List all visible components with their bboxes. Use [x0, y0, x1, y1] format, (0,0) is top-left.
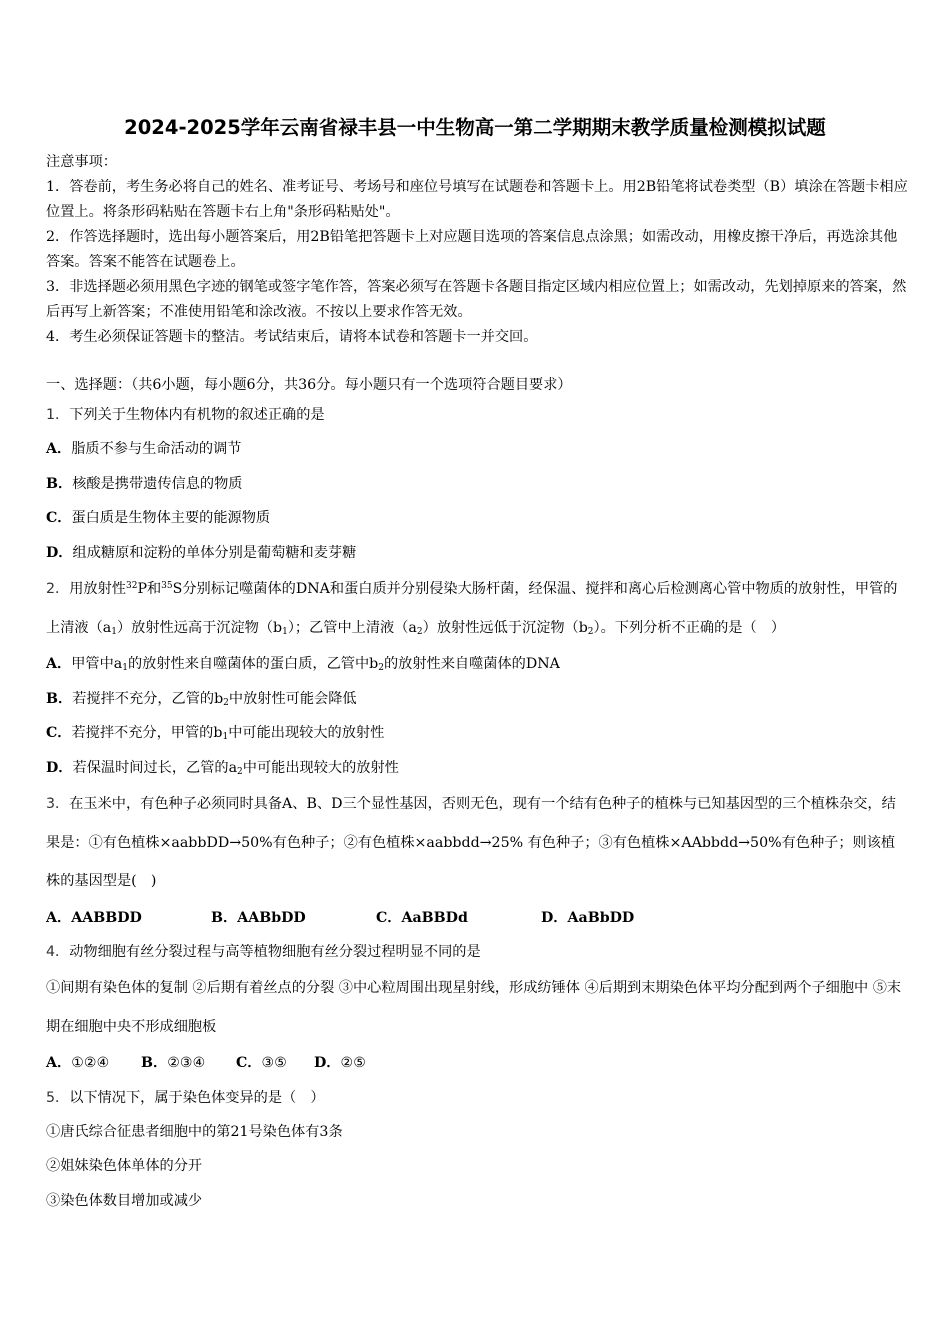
option-text: 中可能出现较大的放射性 [228, 725, 385, 741]
option-text: 中可能出现较大的放射性 [242, 759, 399, 776]
q2-option-c [46, 716, 908, 751]
subscript: 1 [111, 626, 117, 637]
option-label: B． [141, 1055, 168, 1071]
option-text: 若搅拌不充分，甲管的b [71, 725, 223, 741]
q1-option-c [46, 501, 908, 536]
option-label: D． [46, 544, 73, 561]
q4-options [46, 1046, 908, 1081]
stem-part: 用放射性 [69, 581, 126, 597]
q4-option-a [46, 1046, 141, 1081]
option-text: 的放射性来自噬菌体的DNA [383, 656, 560, 672]
option-text: AABbDD [237, 909, 306, 926]
q2-option-a [46, 647, 908, 682]
question-number: 1． [46, 407, 70, 423]
subscript: 2 [237, 766, 243, 777]
option-text: 核酸是携带遗传信息的物质 [72, 475, 243, 492]
q1-option-d [46, 536, 908, 571]
subscript: 1 [282, 626, 288, 637]
option-label: A． [46, 656, 72, 672]
q2-option-d [46, 751, 908, 786]
stem-part: ）放射性远低于沉淀物（b [422, 619, 588, 636]
q5-statement-2: ②姐妹染色体单体的分开 [46, 1158, 203, 1174]
q3-options [46, 901, 908, 936]
option-text: 组成糖原和淀粉的单体分别是葡萄糖和麦芽糖 [72, 544, 357, 561]
option-text: 蛋白质是生物体主要的能源物质 [71, 510, 271, 526]
note-item: 2．作答选择题时，选出每小题答案后，用2B铅笔把答题卡上对应题目选项的答案信息点涂黑；如需改动，用橡皮擦干净后，再选涂其他答案。答案不能答在试题卷上。 [46, 229, 898, 270]
option-text: 若搅拌不充分，乙管的b [72, 690, 224, 707]
question-number: 3． [46, 796, 70, 812]
option-label: B． [46, 690, 73, 707]
question-3-stem [46, 785, 908, 901]
notes-block [46, 150, 908, 350]
q1-option-a [46, 432, 908, 467]
question-1-stem [46, 398, 908, 432]
stem-part: S分别标记噬菌体的DNA和蛋白质并分别侵染大肠杆菌，经保温、搅拌和离心后检测离心管中物质的放射性，甲管的上清液（a [46, 581, 898, 636]
subscript: 1 [122, 663, 128, 673]
q3-option-c [376, 901, 541, 936]
note-item: 1．答卷前，考生务必将自己的姓名、准考证号、考场号和座位号填写在试题卷和答题卡上。用2B铅笔将试卷类型（B）填涂在答题卡相应位置上。将条形码粘贴在答题卡右上角"条形码粘贴处"。 [46, 179, 908, 220]
option-label: C． [376, 909, 402, 926]
option-label: B． [211, 909, 238, 926]
isotope-mass: 32 [125, 581, 138, 591]
subscript: 2 [416, 626, 423, 637]
note-item: 3．非选择题必须用黑色字迹的钢笔或签字笔作答，答案必须写在答题卡各题目指定区域内相应位置上；如需改动，先划掉原来的答案，然后再写上新答案；不准使用铅笔和涂改液。不按以上要求作答无效。 [46, 279, 907, 320]
question-2-stem [46, 570, 908, 647]
q4-option-d [314, 1046, 366, 1081]
option-text: AaBbDD [567, 909, 635, 926]
q4-statements: ①间期有染色体的复制 ②后期有着丝点的分裂 ③中心粒周围出现星射线，形成纺锤体 ④后期到末期染色体平均分配到两个子细胞中 ⑤末期在细胞中央不形成细胞板 [46, 980, 902, 1035]
q3-option-d [541, 901, 634, 936]
question-number: 4． [46, 944, 70, 960]
stem-part: P和 [137, 581, 162, 597]
subscript: 2 [587, 626, 594, 637]
question-text: 在玉米中，有色种子必须同时具备A、B、D三个显性基因，否则无色，现有一个结有色种子的植株与已知基因型的三个植株杂交，结果是：①有色植株×aabbDD→50%有色种子；②有色植株×aabbdd→25% 有色种子；③有色植株×AAbbdd→50%有色种子；则该植株的基因型是( ) [46, 796, 896, 889]
option-text: AaBBDd [401, 909, 468, 926]
question-number: 5． [46, 1089, 70, 1106]
option-label: D． [314, 1055, 341, 1071]
q5-statement-1: ①唐氏综合征患者细胞中的第21号染色体有3条 [46, 1123, 343, 1140]
option-text: AABBDD [71, 909, 142, 926]
q4-option-b [141, 1046, 236, 1081]
q4-option-c [236, 1046, 314, 1081]
question-text: 下列关于生物体内有机物的叙述正确的是 [69, 407, 325, 423]
option-text: 脂质不参与生命活动的调节 [71, 441, 242, 457]
question-text: 动物细胞有丝分裂过程与高等植物细胞有丝分裂过程明显不同的是 [69, 944, 481, 960]
option-label: B． [46, 475, 73, 492]
option-text: 中放射性可能会降低 [228, 690, 357, 707]
stem-part: ）放射性远高于沉淀物（b [116, 619, 283, 636]
option-text: ①②④ [71, 1055, 110, 1071]
q2-option-b [46, 682, 908, 717]
option-text: ③⑤ [261, 1055, 287, 1071]
option-label: C． [46, 725, 72, 741]
subscript: 2 [223, 697, 229, 708]
section-heading: 一、选择题：（共6小题，每小题6分，共36分。每小题只有一个选项符合题目要求） [46, 377, 572, 393]
note-item: 4．考生必须保证答题卡的整洁。考试结束后，请将本试卷和答题卡一并交回。 [46, 329, 538, 345]
option-label: D． [46, 759, 73, 776]
subscript: 1 [222, 732, 229, 742]
q3-option-a [46, 901, 211, 936]
option-text: 的放射性来自噬菌体的蛋白质，乙管中b [127, 656, 379, 672]
notes-heading: 注意事项： [46, 154, 117, 170]
isotope-mass: 35 [161, 581, 173, 591]
question-number: 2． [46, 581, 70, 597]
option-text: ②③④ [167, 1055, 206, 1071]
q5-statement-3: ③染色体数目增加或减少 [46, 1192, 203, 1209]
option-text: 若保温时间过长，乙管的a [72, 759, 238, 776]
question-5-stem [46, 1081, 908, 1115]
option-label: A． [46, 909, 72, 926]
stem-part: ）。下列分析不正确的是（ ） [593, 619, 786, 636]
question-text: 以下情况下，属于染色体变异的是（ ） [69, 1089, 325, 1106]
questions-block [46, 373, 908, 1218]
stem-part: ）；乙管中上清液（a [287, 619, 417, 636]
option-text: ②⑤ [340, 1055, 366, 1071]
page-title: 2024-2025学年云南省禄丰县一中生物高一第二学期期末教学质量检测模拟试题 [124, 116, 826, 139]
q3-option-b [211, 901, 376, 936]
option-label: D． [541, 909, 568, 926]
question-4-stem [46, 935, 908, 969]
option-label: A． [46, 441, 72, 457]
subscript: 2 [378, 663, 384, 673]
q1-option-b [46, 467, 908, 502]
option-text: 甲管中a [71, 656, 123, 672]
option-label: C． [236, 1055, 262, 1071]
option-label: C． [46, 510, 72, 526]
option-label: A． [46, 1055, 72, 1071]
